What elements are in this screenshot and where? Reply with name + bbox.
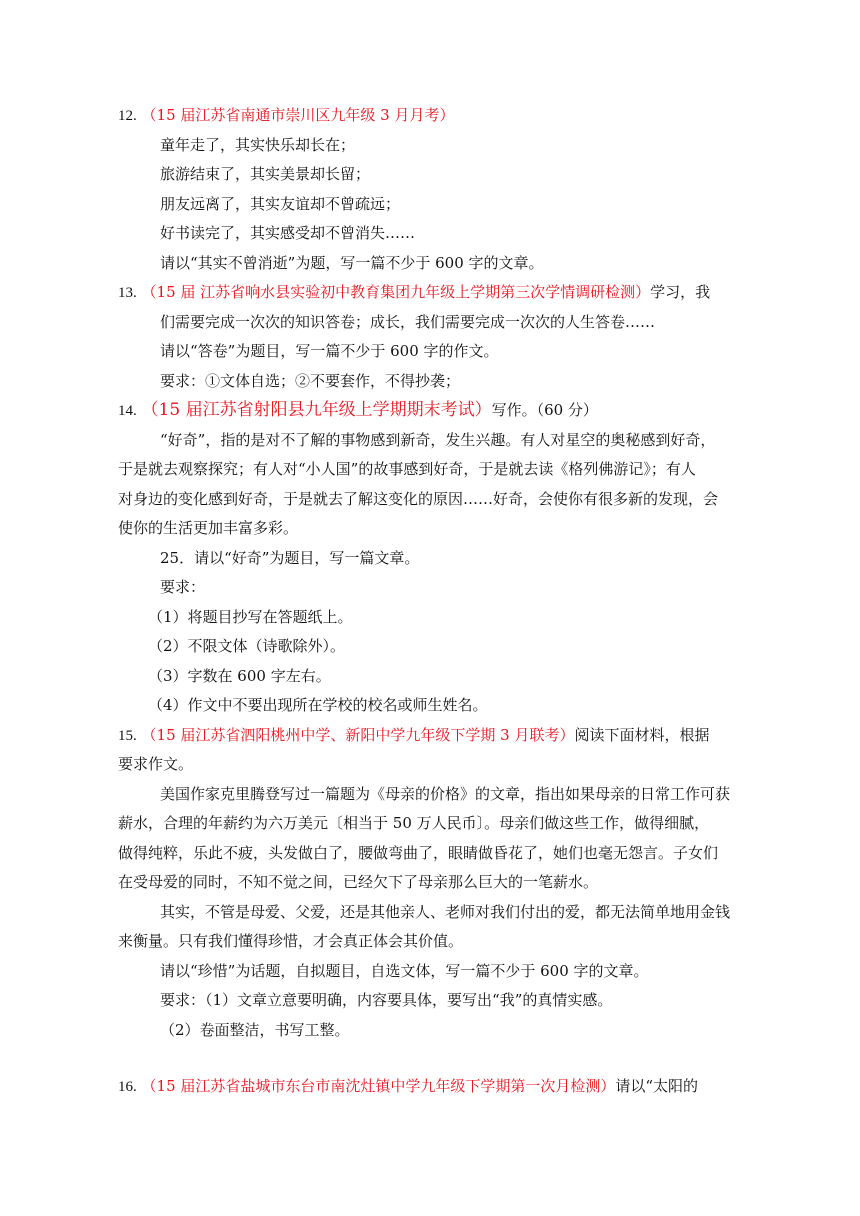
text-line: 其实，不管是母爱、父爱，还是其他亲人、老师对我们付出的爱，都无法简单地用金钱: [160, 903, 731, 921]
item-source: （15 届江苏省盐城市东台市南沈灶镇中学九年级下学期第一次月检测）: [141, 1077, 616, 1095]
text-line: （3）字数在 600 字左右。: [148, 667, 331, 685]
item-15-header: [118, 725, 860, 746]
text-line: 要求：: [160, 578, 206, 596]
item-12-header: [118, 105, 860, 126]
text-line: 对身边的变化感到好奇，于是就去了解这变化的原因……好奇，会使你有很多新的发现，会: [118, 490, 719, 508]
text-line: 在受母爱的同时，不知不觉之间，已经欠下了母亲那么巨大的一笔薪水。: [118, 873, 599, 891]
text-line: 要求：（1）文章立意要明确，内容要具体，要写出“我”的真情实感。: [160, 991, 613, 1009]
text-line: 要求作文。: [118, 755, 194, 773]
item-source: （15 届江苏省泗阳桃州中学、新阳中学九年级下学期 3 月联考）: [141, 726, 575, 744]
item-16-header: [118, 1076, 860, 1097]
text-line: 薪水，合理的年薪约为六万美元〔相当于 50 万人民币〕。母亲们做这些工作，做得细腻，: [118, 814, 710, 832]
text-line: “好奇”，指的是对不了解的事物感到新奇，发生兴趣。有人对星空的奥秘感到好奇，: [160, 431, 716, 449]
text-line: 旅游结束了，其实美景却长留；: [160, 165, 371, 183]
item-source: （15 届江苏省南通市崇川区九年级 3 月月考）: [141, 106, 455, 124]
item-source-tail: 写作。（60 分）: [491, 401, 598, 419]
text-line: 要求：①文体自选；②不要套作，不得抄袭；: [160, 372, 461, 390]
text-line: （2）不限文体（诗歌除外）。: [148, 637, 346, 655]
text-line: 25．请以“好奇”为题目，写一篇文章。: [160, 549, 420, 567]
item-13-header: [118, 282, 860, 303]
item-number: 16.: [118, 1079, 137, 1095]
text-line: 童年走了，其实快乐却长在；: [160, 136, 356, 154]
text-line: 们需要完成一次次的知识答卷；成长，我们需要完成一次次的人生答卷……: [160, 313, 656, 331]
item-number: 14.: [118, 403, 137, 419]
item-14-header: [118, 400, 860, 421]
item-source: （15 届 江苏省响水县实验初中教育集团九年级上学期第三次学情调研检测）: [141, 283, 651, 301]
text-line: 来衡量。只有我们懂得珍惜，才会真正体会其价值。: [118, 932, 464, 950]
text-line: 好书读完了，其实感受却不曾消失……: [160, 224, 416, 242]
item-source-tail: 学习，我: [650, 283, 711, 301]
text-line: 请以“其实不曾消逝”为题，写一篇不少于 600 字的文章。: [160, 254, 544, 272]
item-source: （15 届江苏省射阳县九年级上学期期末考试）: [141, 400, 492, 420]
text-line: 做得纯粹，乐此不疲，头发做白了，腰做弯曲了，眼睛做昏花了，她们也毫无怨言。子女们: [118, 844, 719, 862]
item-number: 15.: [118, 728, 137, 744]
text-line: 于是就去观察探究；有人对“小人国”的故事感到好奇，于是就去读《格列佛游记》；有人: [118, 460, 696, 478]
text-line: 朋友远离了，其实友谊却不曾疏远；: [160, 195, 401, 213]
text-line: （4）作文中不要出现所在学校的校名或师生姓名。: [148, 696, 488, 714]
text-line: 请以“珍惜”为话题，自拟题目，自选文体，写一篇不少于 600 字的文章。: [160, 962, 649, 980]
text-line: （1）将题目抄写在答题纸上。: [148, 608, 353, 626]
text-line: （2）卷面整洁，书写工整。: [160, 1021, 350, 1039]
item-number: 13.: [118, 285, 137, 301]
text-line: 美国作家克里腾登写过一篇题为《母亲的价格》的文章，指出如果母亲的日常工作可获: [160, 785, 731, 803]
text-line: 使你的生活更加丰富多彩。: [118, 519, 299, 537]
item-source-tail: 阅读下面材料，根据: [574, 726, 710, 744]
item-number: 12.: [118, 108, 137, 124]
text-line: 请以“答卷”为题目，写一篇不少于 600 字的作文。: [160, 342, 499, 360]
item-source-tail: 请以“太阳的: [615, 1077, 699, 1095]
